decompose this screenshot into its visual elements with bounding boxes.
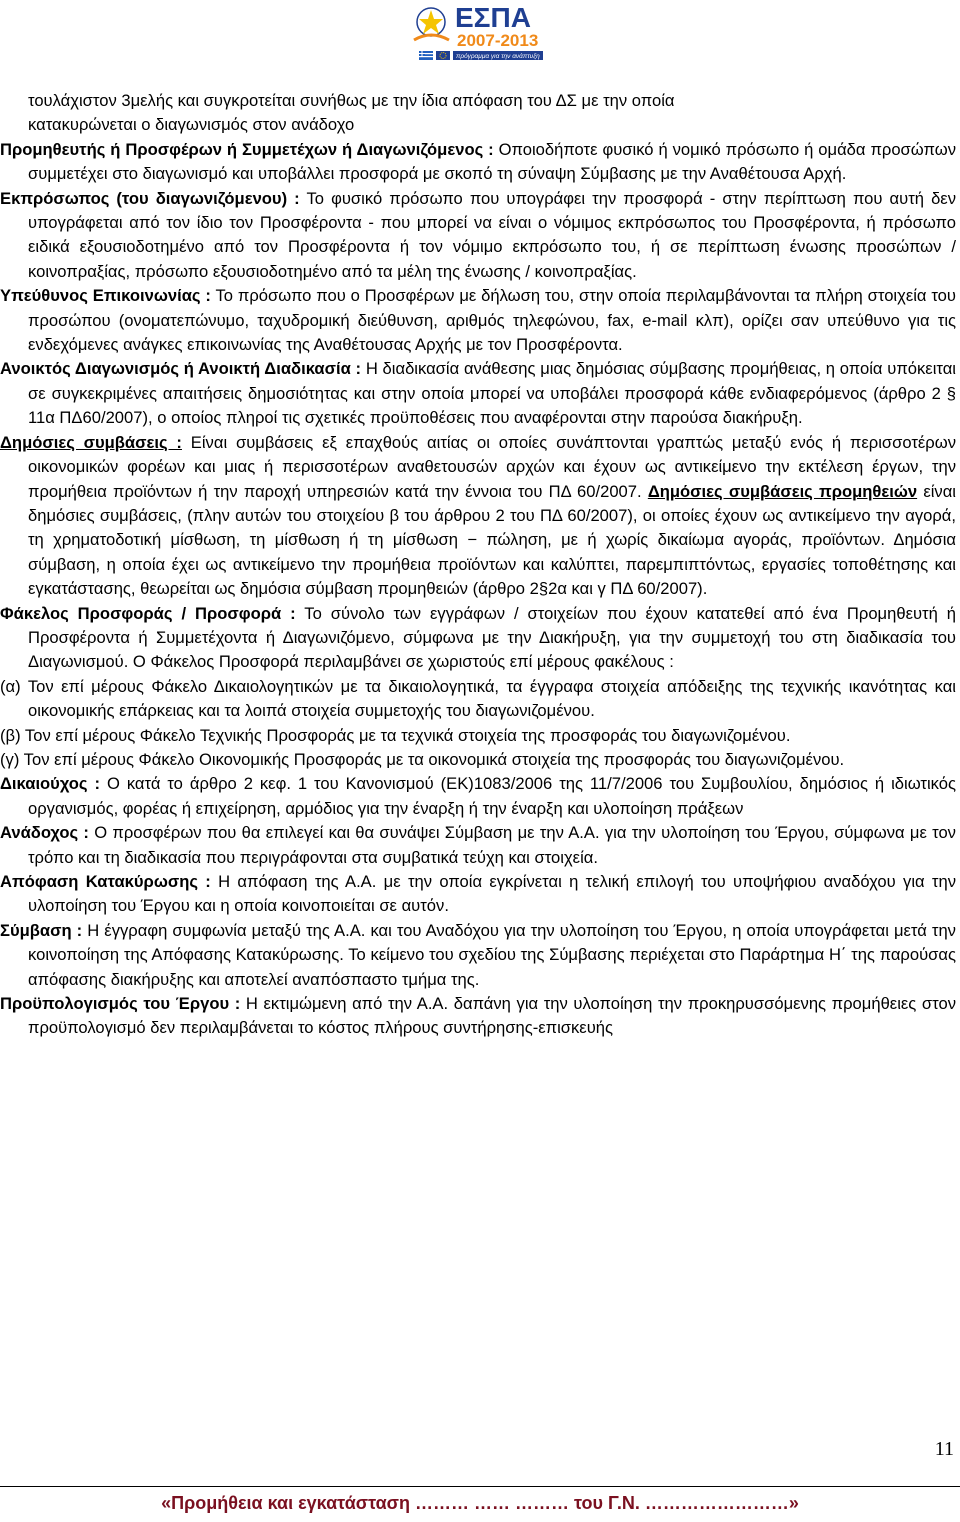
definition-offer-folder (0, 602, 956, 675)
definition-text: Το πρόσωπο που ο Προσφέρων με δήλωση του, στην οποία περιλαμβάνονται τα πλήρη στοιχεία του προσώπου (ονοματεπώνυμο, ταχυδρομική διεύθυνση, αριθμός τηλεφώνου, fax, e-mail κλπ), ορίζει σαν υπεύθυνο για τις ενδεχόμενες ανάγκες επικοινωνίας της Αναθέτουσας Αρχής με τον Προσφέροντα. (28, 286, 956, 355)
definition-award-decision (0, 870, 956, 919)
definition-open-procedure (0, 357, 956, 430)
greek-flag-icon (419, 51, 433, 60)
definition-contractor (0, 821, 956, 870)
definition-public-contracts (0, 431, 956, 602)
definition-contract (0, 919, 956, 992)
eu-flag-icon (436, 51, 450, 60)
definition-text: Η έγγραφη συμφωνία μεταξύ της Α.Α. και του Αναδόχου για την υλοποίηση του Έργου, η οποία υπογράφεται μετά την κοινοποίηση της Απόφασης Κατακύρωσης. Το κείμενο του σχεδίου της Σύμβασης περιέχεται στο Παράρτημα Η΄ της παρούσας απόφασης διακήρυξης και αποτελεί αναπόσπαστο τμήμα της. (28, 920, 956, 989)
definition-budget (0, 992, 956, 1041)
definition-text: είναι δημόσιες συμβάσεις, (πλην αυτών του στοιχείου β του άρθρου 2 του ΠΔ 60/2007), οι οποίες έχουν ως αντικείμενο την αγορά, τη χρηματοδοτική μίσθωση, τη μίσθωση ή τη μίσθωση − πώληση, με ή χωρίς δικαίωμα αγοράς, προϊόντων. Δημόσια σύμβαση, η οποία έχει ως αντικείμενο την προμήθεια προϊόντων και καλύπτει, παρεμπιπτόντως, εργασίες τοποθέτησης και εγκατάστασης, θεωρείται ως δημόσια σύμβαση προμηθειών (άρθρο 2§2α και γ ΠΔ 60/2007). (28, 481, 956, 599)
espa-logo-graphic (409, 0, 545, 62)
logo-brand: ΕΣΠΑ (455, 2, 531, 33)
document-body (0, 89, 956, 1041)
definition-beneficiary (0, 772, 956, 821)
footer-prefix: «Προμήθεια και εγκατάσταση (161, 1493, 415, 1513)
definition-text: Η απόφαση της Α.Α. με την οποία εγκρίνεται η τελική επιλογή του υποψήφιου αναδόχου για την υλοποίηση του Έργου και η οποία κοινοποιείται σε αυτόν. (28, 872, 956, 916)
footer-suffix: » (788, 1493, 799, 1513)
definition-contact-person (0, 284, 956, 357)
definition-term: Εκπρόσωπος (του διαγωνιζόμενου) : (0, 188, 300, 208)
definition-text: Ο κατά το άρθρο 2 κεφ. 1 του Κανονισμού (ΕΚ)1083/2006 της 11/7/2006 του Συμβουλίου, δημόσιος ή ιδιωτικός οργανισμός, φορέας ή επιχείρηση, αρμόδιος για την έναρξη ή την έναρξη και υλοποίηση πράξεων (28, 774, 956, 818)
definition-term: Προμηθευτής ή Προσφέρων ή Συμμετέχων ή Διαγωνιζόμενος : (0, 139, 494, 159)
page-number: 11 (934, 1438, 954, 1460)
definition-term: Ανοικτός Διαγωνισμός ή Ανοικτή Διαδικασία : (0, 359, 362, 379)
list-item-a: (α) Τον επί μέρους Φάκελο Δικαιολογητικών με τα δικαιολογητικά, τα έγγραφα στοιχεία απόδειξης της τεχνικής ικανότητας και οικονομικής επάρκειας και τα λοιπά στοιχεία συμμετοχής του διαγωνιζομένου. (0, 676, 956, 721)
definition-term: Ανάδοχος : (0, 823, 89, 843)
definition-representative (0, 187, 956, 285)
definition-supplier (0, 138, 956, 187)
definition-text: Η εκτιμώμενη από την Α.Α. δαπάνη για την υλοποίηση την προκηρυσσόμενης προμήθειες στον προϋπολογισμό δεν περιλαμβάνεται το κόστος πλήρους συντήρησης-επισκευής (28, 994, 956, 1038)
logo-tagline: πρόγραμμα για την ανάπτυξη (456, 53, 540, 60)
star-icon (414, 8, 449, 40)
list-item-b: (β) Τον επί μέρους Φάκελο Τεχνικής Προσφοράς με τα τεχνικά στοιχεία της προσφοράς του διαγωνιζομένου. (0, 725, 791, 745)
paragraph-text: κατακυρώνεται ο διαγωνισμός στον ανάδοχο (28, 115, 355, 135)
definition-text: Ο προσφέρων που θα επιλεγεί και θα συνάψει Σύμβαση με την Α.Α. για την υλοποίηση του Έργου, σύμφωνα με τον τρόπο και τη διαδικασία που περιγράφονται στα συμβατικά τεύχη και στοιχεία. (28, 823, 956, 867)
definition-term: Φάκελος Προσφοράς / Προσφορά : (0, 603, 296, 623)
definition-text: Είναι συμβάσεις εξ επαχθούς αιτίας οι οποίες συνάπτονται γραπτώς μεταξύ ενός ή περισσοτέρων οικονομικών φορέων και μιας ή περισσοτέρων αναθετουσών αρχών και έχουν ως αντικείμενο την εκτέλεση έργων, την προμήθεια προϊόντων ή την παροχή υπηρεσιών κατά την έννοια του ΠΔ 60/2007. (28, 432, 956, 501)
footer-blank-2: …………………… (644, 1493, 789, 1513)
definition-term: Προϋπολογισμός του Έργου : (0, 994, 241, 1014)
definition-text: Το σύνολο των εγγράφων / στοιχείων που έχουν κατατεθεί από ένα Προμηθευτή ή Προσφέροντα ή Συμμετέχοντα ή Διαγωνιζόμενο, σύμφωνα με την Διακήρυξη, για την συμμετοχή του στη διαδικασία του Διαγωνισμού. Ο Φάκελος Προσφορά περιλαμβάνει σε χωριστούς επί μέρους φακέλους : (28, 603, 956, 672)
footer-divider (0, 1486, 960, 1487)
footer-middle: του Γ.Ν. (574, 1493, 645, 1513)
definition-term: Υπεύθυνος Επικοινωνίας : (0, 286, 211, 306)
definition-term: Σύμβαση : (0, 920, 83, 940)
footer-blank-1: ……… …… ……… (414, 1493, 574, 1513)
definition-term: Απόφαση Κατακύρωσης : (0, 872, 211, 891)
definition-term: Δημόσιες συμβάσεις : (0, 432, 182, 452)
definition-text: Το φυσικό πρόσωπο που υπογράφει την προσφορά - στην περίπτωση που αυτή δεν υπογράφεται από τον ίδιο τον Προσφέροντα - που μπορεί να είναι ο νόμιμος εκπρόσωπος του Προσφέροντα, ή πρόσωπο ειδικά εξουσιοδοτημένο από τον Προσφέροντα ή τον νόμιμο εκπρόσωπο του, ή σε περίπτωση ένωσης προσώπων / κοινοπραξίας, πρόσωπο εξουσιοδοτημένο από τα μέλη της ένωσης / κοινοπραξίας. (28, 188, 956, 281)
list-item-c: (γ) Τον επί μέρους Φάκελο Οικονομικής Προσφοράς με τα οικονομικά στοιχεία της προσφοράς του διαγωνιζομένου. (0, 749, 845, 769)
definition-term-supply-contracts: Δημόσιες συμβάσεις προμηθειών (647, 481, 918, 501)
paragraph-committee (0, 89, 956, 138)
definition-text: Η διαδικασία ανάθεσης μιας δημόσιας σύμβασης προμήθειας, η οποία υπόκειται σε συγκεκριμένες απαιτήσεις δημοσιότητας και στην οποία μπορεί να υποβάλει προσφορά κάθε ενδιαφερόμενος (άρθρο 2 § 11α ΠΔ60/2007), ο οποίος πληροί τις σχετικές προϋποθέσεις που αναφέρονται στην παρούσα διακήρυξη. (28, 359, 956, 428)
definition-term: Δικαιούχος : (0, 774, 101, 794)
espa-logo (409, 0, 545, 62)
paragraph-text: τουλάχιστον 3μελής και συγκροτείται συνήθως με την ίδια απόφαση του ΔΣ με την οποία (28, 91, 675, 110)
logo-years: 2007-2013 (457, 31, 539, 50)
page-footer (0, 1493, 960, 1514)
definition-text: Οποιοδήποτε φυσικό ή νομικό πρόσωπο ή ομάδα προσώπων συμμετέχει στο διαγωνισμό και υποβάλλει προσφορά με σκοπό τη σύναψη Σύμβασης με την Αναθέτουσα Αρχή. (28, 139, 956, 184)
